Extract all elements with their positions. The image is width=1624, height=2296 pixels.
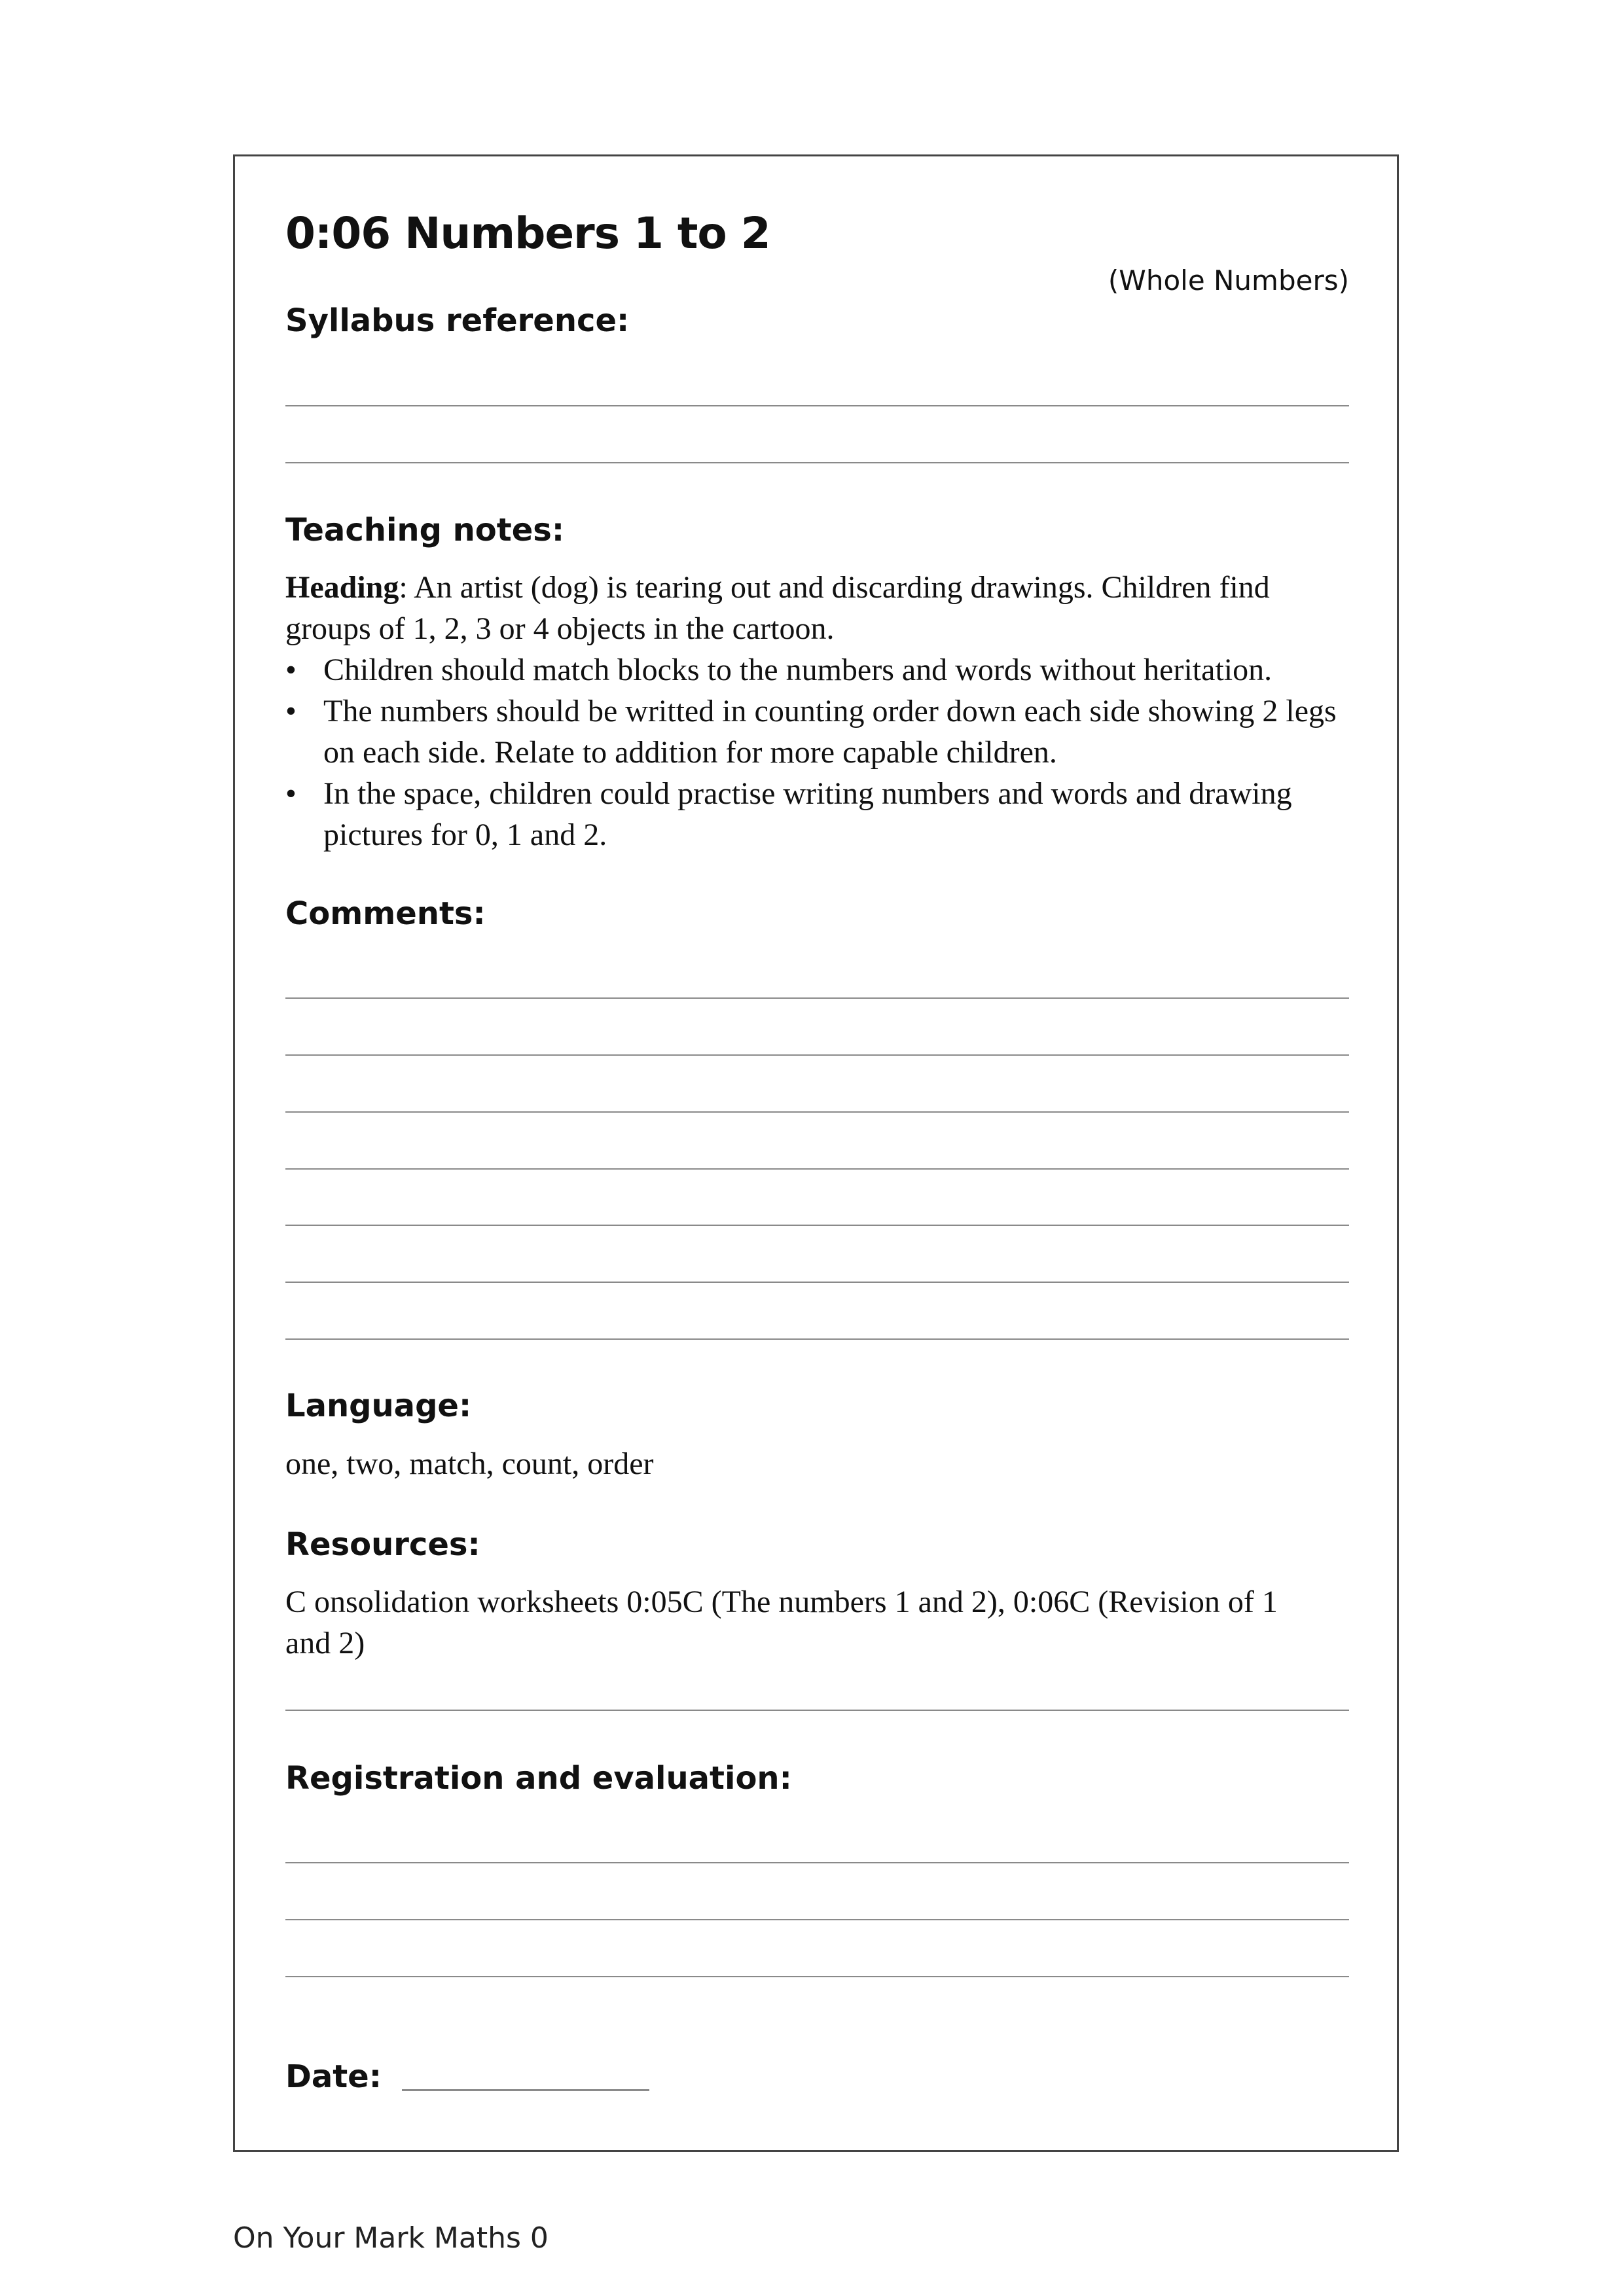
comments-rule	[285, 997, 1349, 999]
list-item: • In the space, children could practise writing numbers and words and drawing pictures for 0, 1 and 2.	[285, 773, 1346, 855]
language-heading: Language:	[285, 1388, 472, 1424]
page-title: 0:06 Numbers 1 to 2	[285, 208, 770, 259]
teaching-notes-body	[285, 567, 1346, 855]
language-text: one, two, match, count, order	[285, 1446, 654, 1481]
registration-rule	[285, 1919, 1349, 1920]
comments-rule	[285, 1338, 1349, 1340]
list-item: • The numbers should be writted in counting order down each side showing 2 legs on each side. Relate to addition for more capable children.	[285, 691, 1346, 773]
date-input-line	[402, 2089, 649, 2091]
comments-rule	[285, 1168, 1349, 1170]
registration-rule	[285, 1976, 1349, 1977]
comments-rule	[285, 1111, 1349, 1113]
teaching-notes-heading: Teaching notes:	[285, 512, 565, 548]
bullet-icon: •	[285, 653, 297, 687]
syllabus-rule	[285, 405, 1349, 406]
date-label: Date:	[285, 2058, 382, 2095]
lead-text: : An artist (dog) is tearing out and discarding drawings. Children find groups of 1, 2, 3 or 4 objects in the cartoon.	[285, 570, 1270, 646]
syllabus-rule	[285, 462, 1349, 463]
teaching-notes-list	[285, 649, 1346, 855]
resources-rule	[285, 1710, 1349, 1711]
comments-rule	[285, 1054, 1349, 1056]
registration-heading: Registration and evaluation:	[285, 1760, 792, 1797]
topic-category: (Whole Numbers)	[1108, 264, 1349, 296]
comments-heading: Comments:	[285, 895, 486, 932]
resources-text: C onsolidation worksheets 0:05C (The numbers 1 and 2), 0:06C (Revision of 1 and 2)	[285, 1585, 1278, 1660]
bullet-icon: •	[285, 694, 297, 728]
page-footer: On Your Mark Maths 0	[233, 2221, 549, 2255]
registration-rule	[285, 1862, 1349, 1863]
list-item: • Children should match blocks to the numbers and words without heritation.	[285, 649, 1346, 691]
comments-rule	[285, 1225, 1349, 1226]
page-frame	[233, 154, 1399, 2152]
comments-rule	[285, 1282, 1349, 1283]
lead-bold: Heading	[285, 570, 399, 605]
syllabus-heading: Syllabus reference:	[285, 302, 630, 339]
teaching-notes-lead	[285, 567, 1346, 649]
bullet-icon: •	[285, 776, 297, 811]
resources-heading: Resources:	[285, 1526, 480, 1563]
